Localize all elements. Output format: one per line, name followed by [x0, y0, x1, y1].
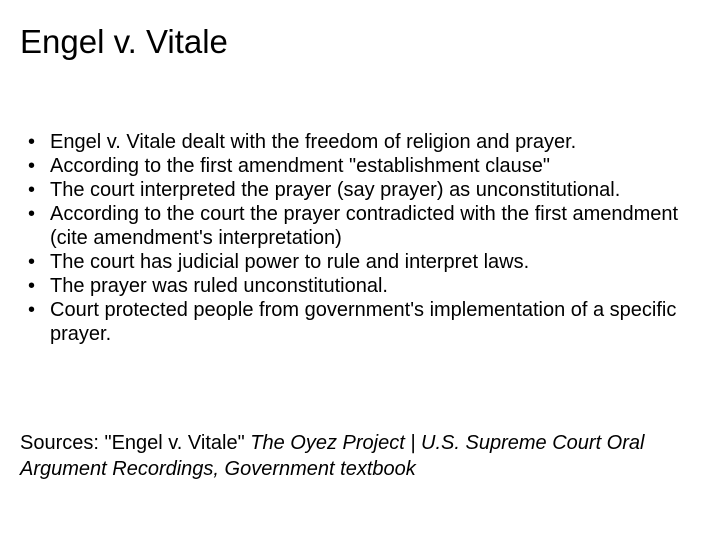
bullet-marker: • — [28, 251, 36, 273]
bullet-text: Court protected people from government's implementation of a specific prayer. — [50, 299, 677, 345]
bullet-text: According to the first amendment "establishment clause" — [50, 155, 550, 177]
bullet-item — [28, 250, 708, 274]
bullet-item — [28, 130, 708, 154]
bullet-item — [28, 178, 708, 202]
bullet-item — [28, 202, 708, 250]
bullet-marker: • — [28, 131, 36, 153]
sources-prefix: Sources: "Engel v. Vitale" — [20, 432, 251, 454]
bullet-marker: • — [28, 155, 36, 177]
bullet-marker: • — [28, 275, 36, 297]
bullet-item — [28, 274, 708, 298]
bullet-text: The prayer was ruled unconstitutional. — [50, 275, 388, 297]
sources-citation — [20, 430, 690, 482]
bullet-item — [28, 154, 708, 178]
bullet-text: Engel v. Vitale dealt with the freedom of religion and prayer. — [50, 131, 577, 153]
bullet-marker: • — [28, 179, 36, 201]
bullet-item — [28, 298, 708, 346]
bullet-marker: • — [28, 299, 36, 321]
slide-title: Engel v. Vitale — [20, 23, 228, 60]
bullet-marker: • — [28, 203, 36, 225]
bullet-text: The court interpreted the prayer (say prayer) as unconstitutional. — [50, 179, 621, 201]
sources-italic-title: The Oyez Project | U.S. Supreme Court Oral Argument Recordings, Government textbook — [20, 432, 645, 480]
bullet-text: According to the court the prayer contradicted with the first amendment (cite amendment's interpretation) — [50, 203, 679, 249]
bullet-list — [28, 130, 708, 346]
bullet-text: The court has judicial power to rule and interpret laws. — [50, 251, 530, 273]
